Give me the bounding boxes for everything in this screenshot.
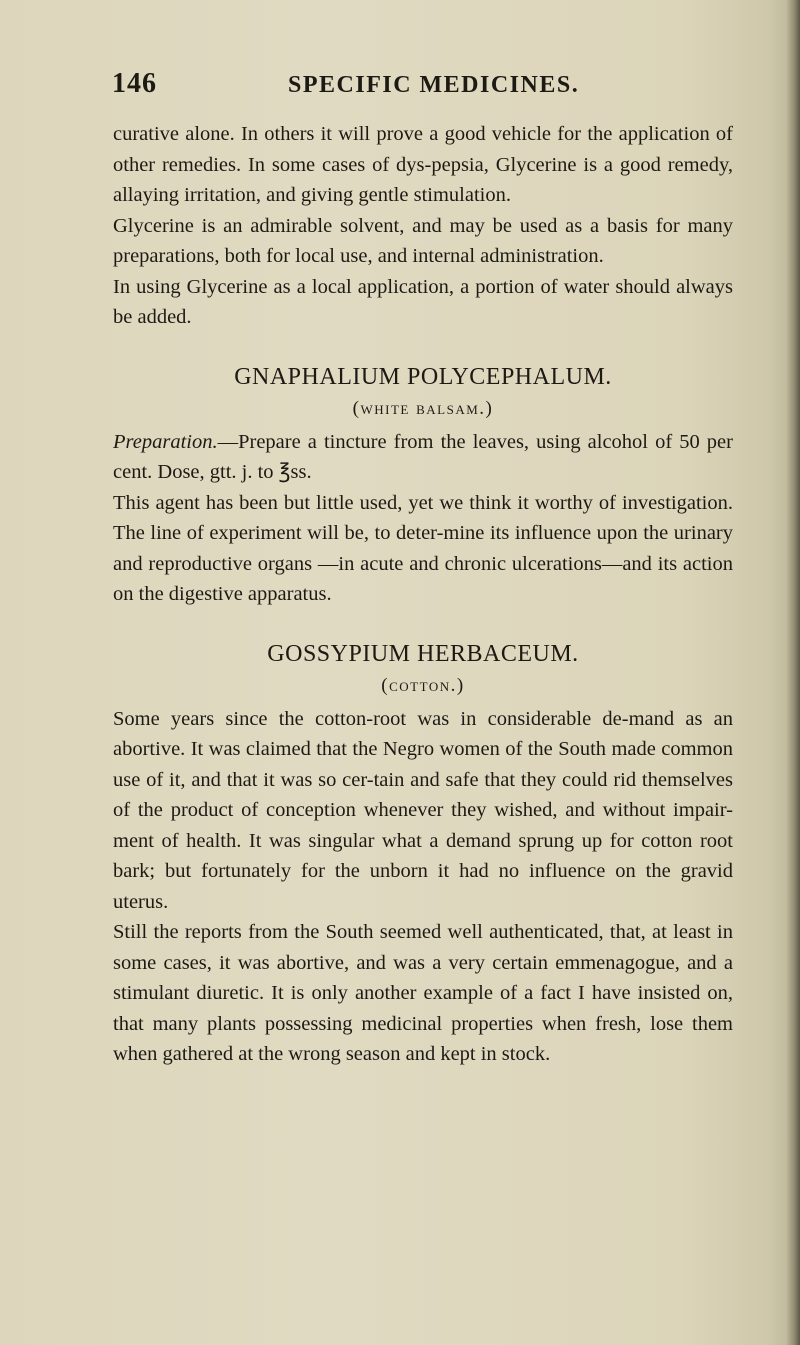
running-title: SPECIFIC MEDICINES. <box>288 72 580 98</box>
intro-paragraph-1: curative alone. In others it will prove a good vehicle for the application of other remedies. In some cases of dys-pepsia, Glycerine is a good remedy, allaying irritation, and giving gentle stimulation. <box>113 123 733 206</box>
preparation-text: —Prepare a tincture from the leaves, using alcohol of 50 per cent. Dose, gtt. j. to ℥ss. <box>113 430 733 483</box>
preparation-paragraph <box>113 427 733 488</box>
gnaphalium-paragraph: This agent has been but little used, yet we think it worthy of investigation. The line of experiment will be, to deter-mine its influence upon the urinary and reproductive organs —in acute and chronic ulcerations—and its action on the digestive apparatus. <box>113 491 733 605</box>
section-title-gnaphalium: GNAPHALIUM POLYCEPHALUM. <box>234 363 612 390</box>
section-subtitle-gnaphalium: (white balsam.) <box>352 397 494 419</box>
body-text <box>113 119 733 1070</box>
preparation-label: Preparation. <box>113 430 218 453</box>
section-title-gossypium: GOSSYPIUM HERBACEUM. <box>267 640 579 667</box>
gossypium-paragraph-1: Some years since the cotton-root was in considerable de-mand as an abortive. It was claimed that the Negro women of the South made common use of it, and that it was so cer-tain and safe that they could rid themselves of the product of conception whenever they wished, and without impair-ment of health. It was singular what a demand sprung up for cotton root bark; but fortunately for the unborn it had no influence on the gravid uterus. <box>113 707 733 913</box>
intro-paragraph-2: Glycerine is an admirable solvent, and may be used as a basis for many preparations, both for local use, and internal administration. <box>113 214 733 267</box>
gossypium-paragraph-2: Still the reports from the South seemed well authenticated, that, at least in some cases, it was abortive, and was a very certain emmenagogue, and a stimulant diuretic. It is only another example of a fact I have insisted on, that many plants possessing medicinal properties when fresh, lose them when gathered at the wrong season and kept in stock. <box>113 921 733 1065</box>
page-edge-shadow <box>786 0 800 1345</box>
intro-paragraph-3: In using Glycerine as a local application, a portion of water should always be added. <box>113 275 733 328</box>
section-subtitle-gossypium: (cotton.) <box>381 674 465 696</box>
running-head <box>112 68 712 108</box>
page-number: 146 <box>112 68 157 99</box>
